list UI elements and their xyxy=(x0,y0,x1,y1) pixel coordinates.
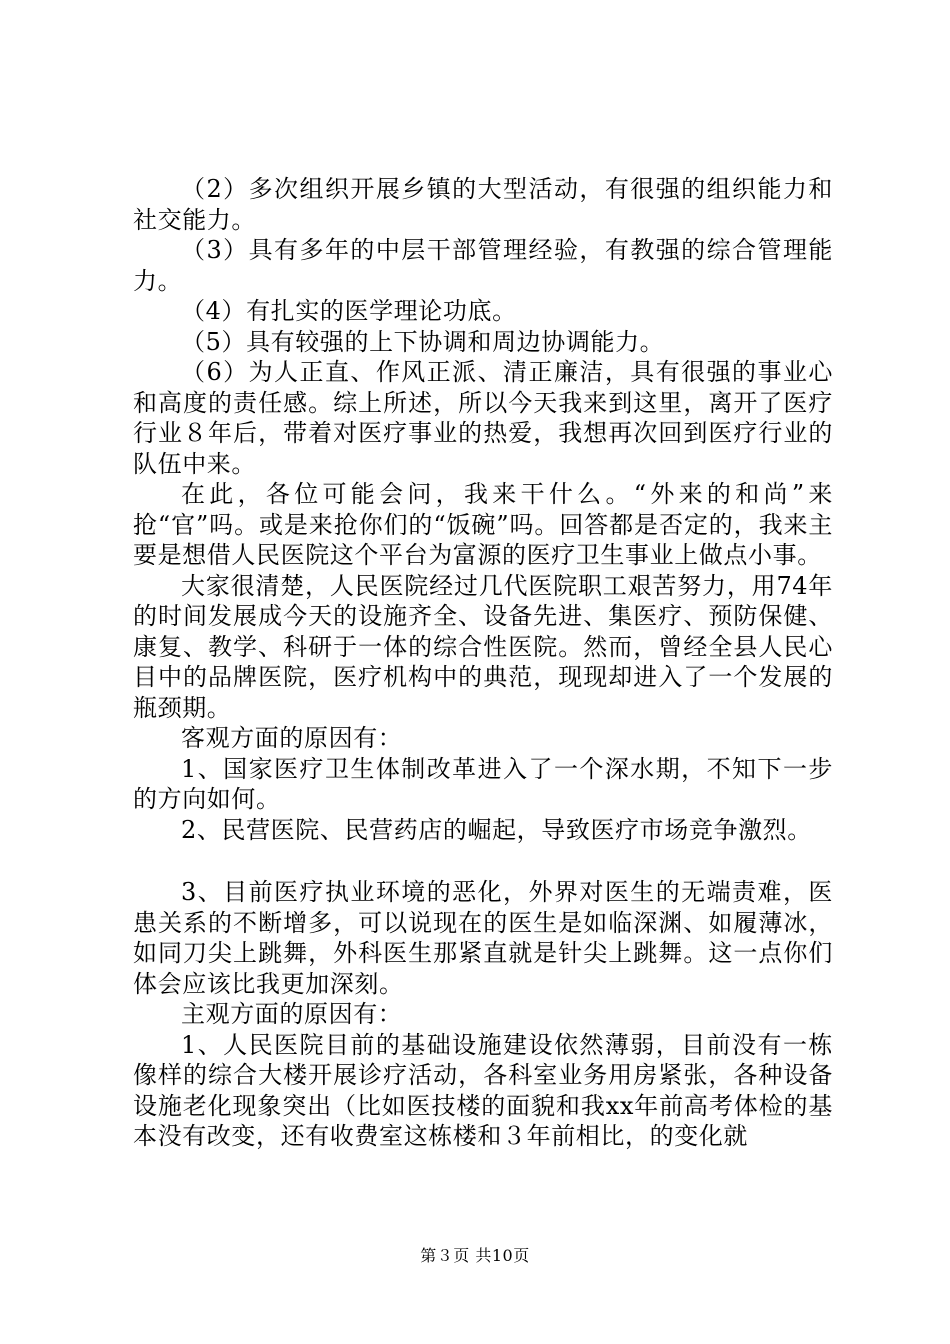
paragraph-3-management: （3）具有多年的中层干部管理经验，有教强的综合管理能力。 xyxy=(133,236,833,295)
paragraph-subjective-1: 1、人民医院目前的基础设施建设依然薄弱，目前没有一栋像样的综合大楼开展诊疗活动，各科室业务用房紧张，各种设备设施老化现象突出（比如医技楼的面貌和我xx年前高考体检的基本没有改变，还有收费室这栋楼和３年前相比，的变化就 xyxy=(133,1030,833,1150)
paragraph-4-medical-theory: （4）有扎实的医学理论功底。 xyxy=(181,297,517,325)
paragraph-2-org-ability: （2）多次组织开展乡镇的大型活动，有很强的组织能力和社交能力。 xyxy=(133,175,833,234)
paragraph-6-character: （6）为人正直、作风正派、清正廉洁，具有很强的事业心和高度的责任感。综上所述，所以今天我来到这里，离开了医疗行业８年后，带着对医疗事业的热爱，我想再次回到医疗行业的队伍中来。 xyxy=(133,358,833,478)
page-footer: 第３页 共10页 xyxy=(420,1246,530,1265)
paragraph-gap xyxy=(133,845,833,877)
document-body xyxy=(133,174,833,1152)
paragraph-question: 在此，各位可能会问，我来干什么。“外来的和尚”来抢“官”吗。或是来抢你们的“饭碗”吗。回答都是否定的，我来主要是想借人民医院这个平台为富源的医疗卫生事业上做点小事。 xyxy=(133,480,833,569)
paragraph-5-coordination: （5）具有较强的上下协调和周边协调能力。 xyxy=(181,327,665,356)
paragraph-objective-heading: 客观方面的原因有： xyxy=(181,724,403,752)
paragraph-subjective-heading: 主观方面的原因有： xyxy=(181,1000,403,1028)
paragraph-objective-2: 2、民营医院、民营药店的崛起，导致医疗市场竞争激烈。 xyxy=(181,815,812,844)
paragraph-objective-3: 3、目前医疗执业环境的恶化，外界对医生的无端责难，医患关系的不断增多，可以说现在的医生是如临深渊、如履薄冰，如同刀尖上跳舞，外科医生那紧直就是针尖上跳舞。这一点你们体会应该比我更加深刻。 xyxy=(133,878,833,998)
paragraph-objective-1: 1、国家医疗卫生体制改革进入了一个深水期，不知下一步的方向如何。 xyxy=(133,754,833,813)
paragraph-hospital-history: 大家很清楚，人民医院经过几代医院职工艰苦努力，用74年的时间发展成今天的设施齐全、设备先进、集医疗、预防保健、康复、教学、科研于一体的综合性医院。然而，曾经全县人民心目中的品牌医院，医疗机构中的典范，现现却进入了一个发展的瓶颈期。 xyxy=(133,571,833,722)
